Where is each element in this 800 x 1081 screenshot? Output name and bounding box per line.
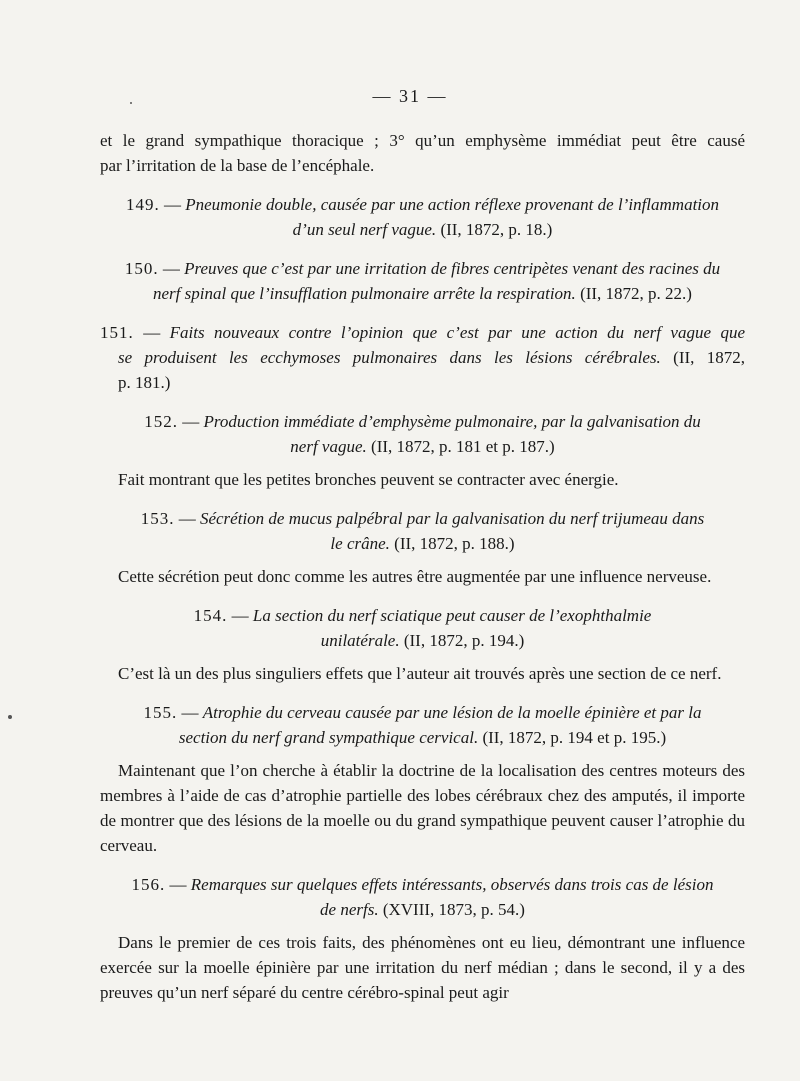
entry-149 [100,192,745,242]
entry-title: 152. — Production immédiate d’emphysème pulmonaire, par la galvanisation du nerf vague. (II, 1872, p. 181 et p. 187.) [144,412,701,456]
entry-title: 155. — Atrophie du cerveau causée par une lésion de la moelle épinière et par la section du nerf grand sympathique cervical. (II, 1872, p. 194 et p. 195.) [143,703,702,747]
entry-number: 152. [144,412,178,431]
entry-title: 153. — Sécrétion de mucus palpébral par la galvanisation du nerf trijumeau dans le crâne. (II, 1872, p. 188.) [140,509,705,553]
entry-reference: (XVIII, 1873, p. 54.) [378,900,525,919]
page-number: — 31 — [372,86,448,106]
entry-reference: (II, 1872, p. 18.) [436,220,553,239]
entry-title: 150. — Preuves que c’est par une irritation de fibres centripètes venant des racines du nerf spinal que l’insufflation pulmonaire arrête la respiration. (II, 1872, p. 22.) [124,259,721,303]
entry-title-text: nerf vague. [290,437,367,456]
entry-title-text: se produisent les ecchymoses pulmonaires dans les lésions cérébrales. [118,348,661,367]
entry-title-text: nerf spinal que l’insufflation pulmonaire arrête la respiration. [153,284,576,303]
entry-title-text: Faits nouveaux contre l’opinion que c’est par une action du nerf vague que [169,323,745,342]
entry-title-text: Pneumonie double, causée par une action réflexe provenant de l’inflammation [185,195,720,214]
intro-line: par l’irritation de la base de l’encéphale. [100,156,375,175]
entry-number: 153. [140,509,175,528]
entry-152 [100,409,745,492]
entry-number: 156. [131,875,166,894]
entry-title-text: Sécrétion de mucus palpébral par la galvanisation du nerf trijumeau dans [199,509,705,528]
entry-156 [100,872,745,1005]
entry-title-text: La section du nerf sciatique peut causer de l’exophthalmie [252,606,652,625]
intro-paragraph [100,128,745,178]
entry-151 [100,320,745,395]
paper-speck [8,715,12,719]
entry-title-text: Preuves que c’est par une irritation de fibres centripètes venant des racines du [184,259,721,278]
entry-number: 149. [125,195,160,214]
entry-title: 149. — Pneumonie double, causée par une action réflexe provenant de l’inflammation d’un seul nerf vague. (II, 1872, p. 18.) [125,195,720,239]
entry-title: 151. — Faits nouveaux contre l’opinion que c’est par une action du nerf vague que se produisent les ecchymoses pulmonaires dans les lésions cérébrales. (II, 1872, p. 181.) [100,323,746,392]
entry-description: Cette sécrétion peut donc comme les autres être augmentée par une influence nerveuse. [118,567,712,586]
entry-description: Dans le premier de ces trois faits, des phénomènes ont eu lieu, démontrant une influence exercée sur la moelle épinière par une irritation du nerf médian ; dans le second, il y a des preuves qu’un nerf séparé du centre cérébro-spinal peut agir [100,933,745,1002]
entry-title-text: Remarques sur quelques effets intéressants, observés dans trois cas de lésion [190,875,714,894]
entry-title-text: le crâne. [330,534,390,553]
entry-description: Fait montrant que les petites bronches peuvent se contracter avec énergie. [118,470,619,489]
entry-title-text: unilatérale. [320,631,400,650]
entry-description: Maintenant que l’on cherche à établir la doctrine de la localisation des centres moteurs des membres à l’aide de cas d’atrophie partielle des lobes cérébraux chez des amputés, il importe de montrer que des lésions de la moelle ou du grand sympathique peuvent causer l’atrophie du cerveau. [100,761,745,855]
paper-speck [130,102,132,104]
entry-reference: (II, 1872, p. 181 et p. 187.) [366,437,555,456]
entry-number: 154. [193,606,228,625]
entry-reference: (II, 1872, p. 194.) [399,631,525,650]
entry-154 [100,603,745,686]
entry-reference: (II, 1872, p. 188.) [389,534,515,553]
entry-reference: p. 181.) [118,373,171,392]
entry-number: 151. [100,323,134,342]
entry-reference: (II, 1872, p. 22.) [575,284,692,303]
entry-description: C’est là un des plus singuliers effets que l’auteur ait trouvés après une section de ce nerf. [118,664,722,683]
entry-title-text: de nerfs. [320,900,379,919]
entry-title: 154. — La section du nerf sciatique peut causer de l’exophthalmie unilatérale. (II, 1872, p. 194.) [193,606,652,650]
entry-number: 155. [143,703,178,722]
intro-line: et le grand sympathique thoracique ; 3° qu’un emphysème immédiat peut être causé [100,131,745,150]
entry-reference: (II, 1872, p. 194 et p. 195.) [478,728,667,747]
entry-153 [100,506,745,589]
entry-reference: (II, 1872, [660,348,746,367]
entry-title-text: d’un seul nerf vague. [292,220,437,239]
entry-150 [100,256,745,306]
entry-title: 156. — Remarques sur quelques effets intéressants, observés dans trois cas de lésion de nerfs. (XVIII, 1873, p. 54.) [131,875,714,919]
entry-number: 150. [124,259,159,278]
page-body [100,128,745,1005]
entry-155 [100,700,745,858]
entry-title-text: Production immédiate d’emphysème pulmonaire, par la galvanisation du [203,412,701,431]
entry-title-text: Atrophie du cerveau causée par une lésion de la moelle épinière et par la [202,703,702,722]
entry-title-text: section du nerf grand sympathique cervical. [178,728,479,747]
